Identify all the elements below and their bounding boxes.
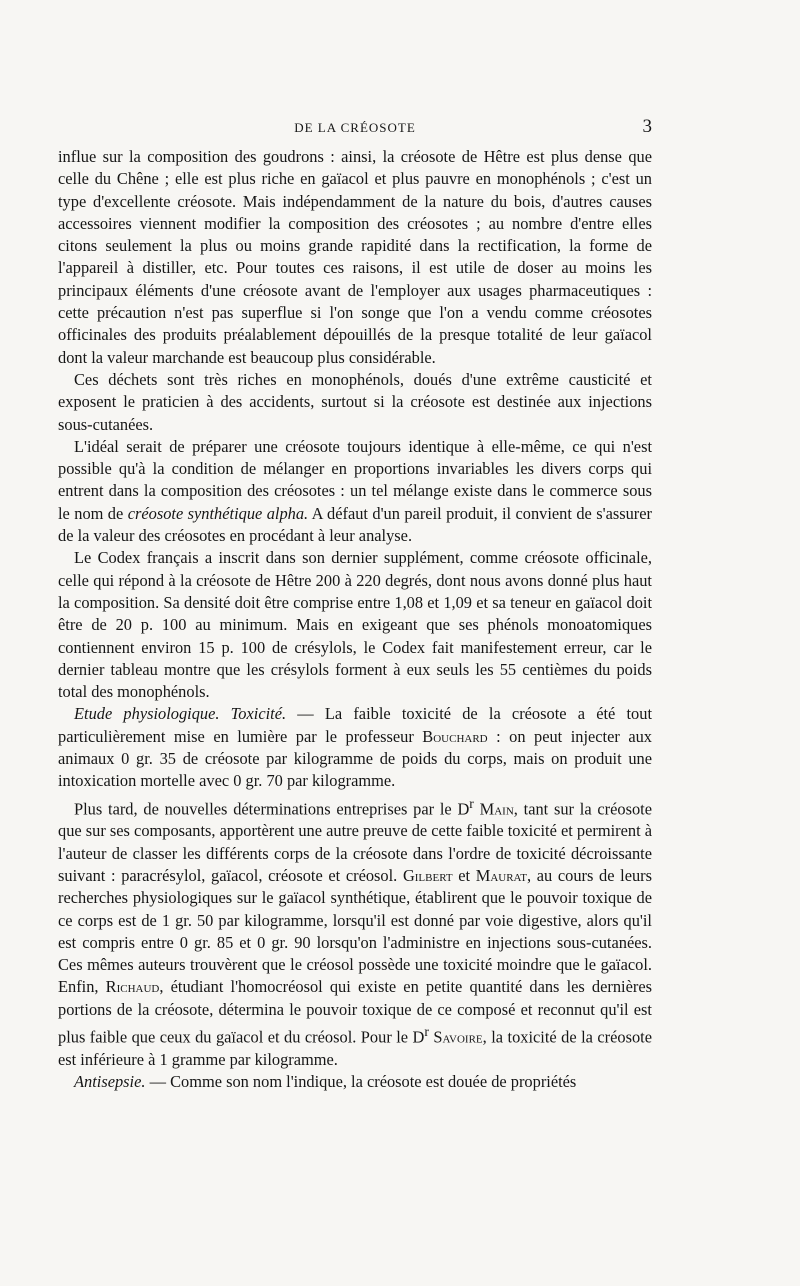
- author-gilbert: Gilbert: [402, 865, 453, 885]
- product-name-italic: créosote synthétique alpha.: [127, 503, 309, 523]
- paragraph-7-text: — Comme son nom l'indique, la créosote est douée de propriétés: [145, 1072, 577, 1092]
- paragraph-6-text: Plus tard, de nouvelles déterminations entreprises par le D: [74, 799, 470, 819]
- paragraph-6-part-e: et: [452, 865, 476, 885]
- paragraph-4: [58, 547, 652, 703]
- paragraph-3-text: L'idéal serait de préparer une créosote toujours identique à elle-même, ce qui n'est possible qu'à la condition de mélanger en proportions invariables les divers corps qui entrent dans la composition des créosotes : un tel mélange existe dans le commerce sous le nom de: [58, 436, 652, 523]
- author-richaud: Richaud: [105, 977, 160, 997]
- paragraph-6-part-i: , étudiant l'homocréosol qui existe en petite quantité dans les dernières portions de la créosote, détermina le pouvoir toxique de ce composé et reconnut qu'il est plus faible que ceux du gaïacol et du créosol. Pour le D: [58, 977, 652, 1047]
- paragraph-6: [58, 793, 652, 1072]
- paragraph-6-part-c: , tant sur la créosote que sur ses composants, apportèrent une autre preuve de cette faible toxicité et permirent à l'auteur de classer les différents corps de la créosote dans l'ordre de toxicité décroissante suivant : paracrésylol, gaïacol, créosote et créosol.: [58, 799, 652, 885]
- author-savoire: Savoire: [433, 1027, 483, 1047]
- paragraph-1-text: influe sur la composition des goudrons : ainsi, la créosote de Hêtre est plus dense que celle du Chêne ; elle est plus riche en gaïacol et plus pauvre en monophénols ; c'est un type d'excellente créosote. Mais indépendamment de la nature du bois, d'autres causes accessoires viennent modifier la composition des créosotes ; au nombre d'entre elles citons seulement la plus ou moins grande rapidité dans la rectification, la forme de l'appareil à distiller, etc. Pour toutes ces raisons, il est utile de doser au moins les principaux éléments d'une créosote avant de l'employer aux usages pharmaceutiques : cette précaution n'est pas superflue si l'on songe que l'on a vendu comme créosotes officinales des produits préalablement dépouillés de la presque totalité de leur gaïacol dont la valeur marchande est beaucoup plus considérable.: [58, 147, 652, 367]
- paragraph-2: [58, 369, 652, 436]
- doctor-abbrev-sup: r: [469, 795, 474, 811]
- page-number: 3: [642, 116, 652, 137]
- paragraph-7: [58, 1071, 652, 1093]
- running-title: DE LA CRÉOSOTE: [294, 120, 416, 135]
- author-main: Main: [479, 799, 514, 819]
- paragraph-2-text: Ces déchets sont très riches en monophénols, doués d'une extrême causticité et exposent le praticien à des accidents, surtout si la créosote est destinée aux injections sous-cutanées.: [58, 369, 652, 434]
- doctor-abbrev-sup-2: r: [424, 1024, 429, 1040]
- author-maurat: Maurat: [475, 865, 527, 885]
- running-header: [58, 116, 652, 142]
- section-heading-antisepsie: Antisepsie.: [74, 1072, 146, 1092]
- paragraph-5-tail: : on peut injecter aux animaux 0 gr. 35 de créosote par kilogramme de poids du corps, mais on produit une intoxication mortelle avec 0 gr. 70 par kilogramme.: [58, 726, 652, 791]
- paragraph-4-text: Le Codex français a inscrit dans son dernier supplément, comme créosote officinale, celle qui répond à la créosote de Hêtre 200 à 220 degrés, dont nous avons donné plus haut la composition. Sa densité doit être comprise entre 1,08 et 1,09 et sa teneur en gaïacol doit être de 20 p. 100 au minimum. Mais en exigeant que ses phénols monoatomiques contiennent environ 15 p. 100 de crésylols, le Codex fait manifestement erreur, car le dernier tableau montre que les crésylols forment à eux seuls les 55 centièmes du poids total des monophénols.: [58, 548, 652, 702]
- paragraph-6-part-g: , au cours de leurs recherches physiologiques sur le gaïacol synthétique, établirent que le pouvoir toxique de ce corps est de 1 gr. 50 par kilogramme, lorsqu'il est donné par voie digestive, alors qu'il est compris entre 0 gr. 85 et 0 gr. 90 lorsqu'on l'administre en injections sous-cutanées. Ces mêmes auteurs trouvèrent que le créosol possède une toxicité moindre que le gaïacol. Enfin,: [58, 865, 653, 997]
- paragraph-3-tail: A défaut d'un pareil produit, il convient de s'assurer de la valeur des créosotes en procédant à leur analyse.: [58, 503, 652, 546]
- section-heading-toxicite: Etude physiologique. Toxicité.: [74, 704, 287, 724]
- paragraph-6-tail: , la toxicité de la créosote est inférieure à 1 gramme par kilogramme.: [58, 1027, 652, 1069]
- paragraph-5: [58, 703, 652, 792]
- paragraph-1: [58, 146, 652, 369]
- body-text: [58, 146, 652, 1093]
- paragraph-5-text: — La faible toxicité de la créosote a été tout particulièrement mise en lumière par le professeur: [58, 704, 652, 746]
- paragraph-3: [58, 436, 652, 547]
- author-bouchard: Bouchard: [422, 726, 488, 746]
